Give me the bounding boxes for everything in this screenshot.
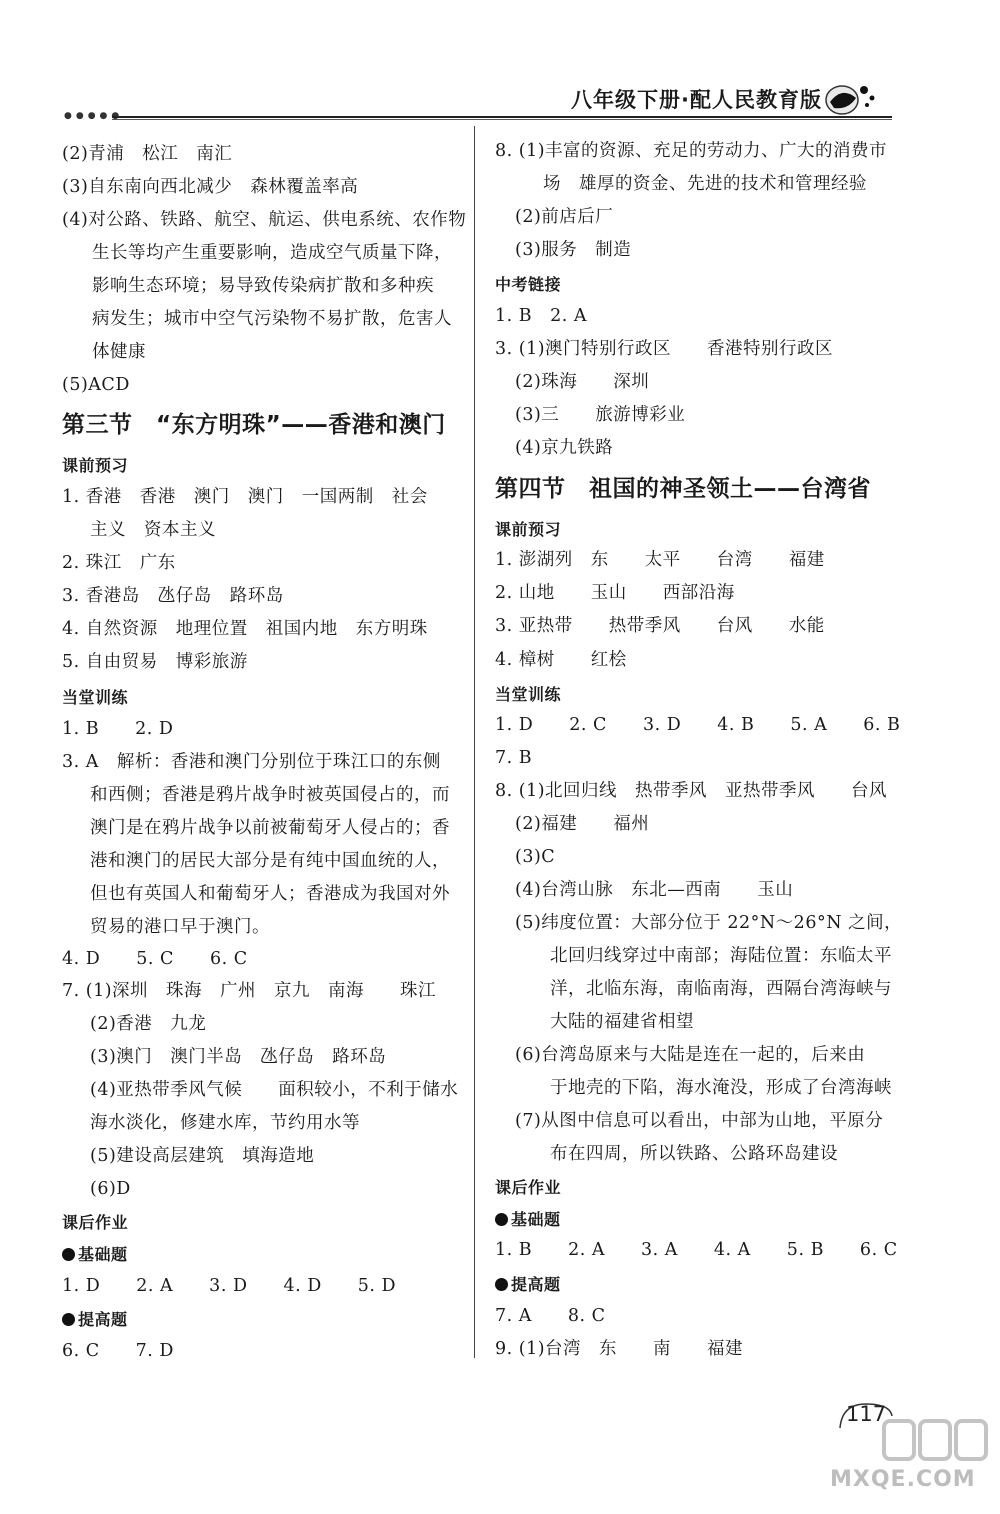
- answer-line: 9. (1)台湾 东 南 福建: [495, 1339, 744, 1359]
- answer-line: (4)亚热带季风气候 面积较小，不利于储水: [90, 1080, 459, 1100]
- answer-line: 病发生；城市中空气污染物不易扩散，危害人: [92, 309, 452, 329]
- label-basic: [62, 1238, 462, 1271]
- answer-line: 7. (1)深圳 珠海 广州 京九 南海 珠江: [62, 981, 437, 1001]
- answer-line: (4)京九铁路: [515, 438, 614, 458]
- answer-line: 体健康: [92, 342, 146, 362]
- answer-line: 5. 自由贸易 博彩旅游: [62, 652, 248, 672]
- label-class: 当堂训练: [62, 688, 129, 707]
- label-homework: 课后作业: [62, 1213, 129, 1232]
- answer-line: 大陆的福建省相望: [550, 1012, 694, 1032]
- answer-line: (6)台湾岛原来与大陆是连在一起的，后来由: [515, 1045, 866, 1065]
- answer-line: (5)ACD: [62, 375, 130, 395]
- answer-line: 主义 资本主义: [90, 520, 216, 540]
- answer-line: (4)台湾山脉 东北—西南 玉山: [515, 880, 794, 900]
- answer-line: 澳门是在鸦片战争以前被葡萄牙人侵占的；香: [90, 818, 450, 838]
- label-basic-text: 基础题: [78, 1245, 128, 1264]
- label-homework: 课后作业: [495, 1178, 562, 1197]
- answer-line: 6. C 7. D: [62, 1341, 174, 1361]
- book-title: 八年级下册·配人民教育版: [571, 88, 822, 112]
- answer-line: 1. B 2. A: [495, 306, 588, 326]
- answer-line: 7. B: [495, 748, 533, 768]
- answer-line: (3)三 旅游博彩业: [515, 405, 686, 425]
- answer-line: 3. (1)澳门特别行政区 香港特别行政区: [495, 339, 834, 359]
- answer-line: 4. 自然资源 地理位置 祖国内地 东方明珠: [62, 619, 428, 639]
- label-advanced: [62, 1303, 462, 1336]
- answer-line: 1. B 2. D: [62, 719, 174, 739]
- answer-line: 4. 樟树 红桧: [495, 650, 627, 670]
- answer-line: 布在四周，所以铁路、公路环岛建设: [550, 1144, 838, 1164]
- page-number: 117: [846, 1402, 887, 1426]
- section-heading: 第三节 “东方明珠”——香港和澳门: [62, 412, 446, 438]
- answer-line: (2)珠海 深圳: [515, 372, 650, 392]
- label-advanced-text: 提高题: [78, 1310, 128, 1329]
- bullet-icon: [495, 1278, 508, 1291]
- answer-line: (2)前店后厂: [515, 207, 614, 227]
- answer-line: (5)纬度位置：大部分位于 22°N～26°N 之间，: [515, 913, 903, 933]
- label-class: 当堂训练: [495, 685, 562, 704]
- answer-line: (3)C: [515, 847, 556, 867]
- answer-line: 生长等均产生重要影响，造成空气质量下降，: [92, 243, 452, 263]
- header-dots: ●●●●●: [64, 111, 124, 121]
- answer-line: 2. 山地 玉山 西部沿海: [495, 583, 735, 603]
- answer-line: 1. 香港 香港 澳门 澳门 一国两制 社会: [62, 487, 428, 507]
- answer-line: 于地壳的下陷，海水淹没，形成了台湾海峡: [550, 1078, 892, 1098]
- answer-line: 2. 珠江 广东: [62, 553, 176, 573]
- label-basic: [495, 1203, 895, 1236]
- answer-line: 1. D 2. C 3. D 4. B 5. A 6. B: [495, 715, 901, 735]
- header-rule: [112, 116, 892, 118]
- answer-line: 3. 亚热带 热带季风 台风 水能: [495, 616, 825, 636]
- answer-line: (3)自东南向西北减少 森林覆盖率高: [62, 177, 359, 197]
- bullet-icon: [495, 1213, 508, 1226]
- answer-line: 1. B 2. A 3. A 4. A 5. B 6. C: [495, 1240, 898, 1260]
- watermark-logo-icon: [880, 1415, 990, 1467]
- answer-line: 场 雄厚的资金、先进的技术和管理经验: [543, 174, 867, 194]
- column-divider: [474, 126, 475, 1358]
- answer-line: 洋，北临东海，南临南海，西隔台湾海峡与: [550, 979, 892, 999]
- answer-line: 海水淡化，修建水库，节约用水等: [90, 1113, 360, 1133]
- answer-line: (3)服务 制造: [515, 240, 632, 260]
- answer-line: 3. 香港岛 氹仔岛 路环岛: [62, 586, 284, 606]
- answer-line: (7)从图中信息可以看出，中部为山地，平原分: [515, 1111, 884, 1131]
- label-exam-link: 中考链接: [495, 275, 562, 294]
- label-preview: 课前预习: [495, 520, 562, 539]
- answer-line: 但也有英国人和葡萄牙人；香港成为我国对外: [90, 884, 450, 904]
- answer-line: 8. (1)丰富的资源、充足的劳动力、广大的消费市: [495, 141, 888, 161]
- bullet-icon: [62, 1313, 75, 1326]
- label-preview: 课前预习: [62, 456, 129, 475]
- answer-line: (4)对公路、铁路、航空、航运、供电系统、农作物: [62, 210, 467, 230]
- answer-line: 8. (1)北回归线 热带季风 亚热带季风 台风: [495, 781, 888, 801]
- answer-line: (5)建设高层建筑 填海造地: [90, 1146, 315, 1166]
- answer-line: 4. D 5. C 6. C: [62, 949, 248, 969]
- label-advanced-text: 提高题: [511, 1275, 561, 1294]
- label-advanced: [495, 1268, 895, 1301]
- answer-line: 贸易的港口早于澳门。: [90, 917, 270, 937]
- header-rule-thin: [112, 119, 892, 120]
- answer-line: 和西侧；香港是鸦片战争时被英国侵占的，而: [90, 785, 450, 805]
- answer-line: 7. A 8. C: [495, 1306, 606, 1326]
- answer-line: 北回归线穿过中南部；海陆位置：东临太平: [550, 946, 892, 966]
- answer-line: (2)香港 九龙: [90, 1014, 207, 1034]
- answer-line: 港和澳门的居民大部分是有纯中国血统的人，: [90, 851, 450, 871]
- answer-line: 影响生态环境；易导致传染病扩散和多种疾: [92, 276, 434, 296]
- answer-line: (6)D: [90, 1179, 131, 1199]
- watermark-url: MXQE.COM: [830, 1467, 976, 1492]
- answer-line: 1. D 2. A 3. D 4. D 5. D: [62, 1276, 397, 1296]
- book-logo-icon: [822, 78, 878, 118]
- bullet-icon: [62, 1248, 75, 1261]
- answer-line: (3)澳门 澳门半岛 氹仔岛 路环岛: [90, 1047, 387, 1067]
- answer-line: 1. 澎湖列 东 太平 台湾 福建: [495, 550, 825, 570]
- label-basic-text: 基础题: [511, 1210, 561, 1229]
- answer-line: (2)福建 福州: [515, 814, 650, 834]
- answer-line: 3. A 解析：香港和澳门分别位于珠江口的东侧: [62, 752, 441, 772]
- section-heading: 第四节 祖国的神圣领土——台湾省: [495, 476, 871, 502]
- answer-line: (2)青浦 松江 南汇: [62, 144, 233, 164]
